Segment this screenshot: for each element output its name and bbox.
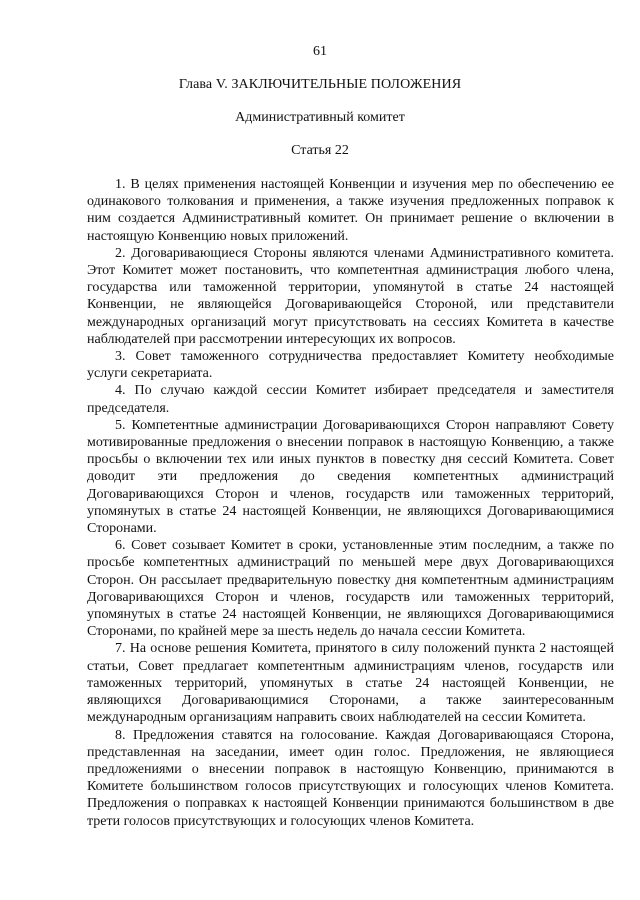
paragraph-4: 4. По случаю каждой сессии Комитет избирает председателя и заместителя председателя.: [87, 383, 614, 416]
page-number: 61: [313, 44, 327, 59]
paragraph-2: 2. Договаривающиеся Стороны являются членами Административного комитета. Этот Комитет может постановить, что компетентная администрация любого члена, государства или таможенной территории, упомянутой в статье 24 настоящей Конвенции, не являющейся Договаривающейся Стороной, или представители международных организаций могут присутствовать на сессиях Комитета в качестве наблюдателей при рассмотрении интересующих их вопросов.: [87, 245, 614, 347]
paragraph-1: 1. В целях применения настоящей Конвенции и изучения мер по обеспечению ее одинакового толкования и применения, а также изучения предложенных поправок к ним создается Административный комитет. Он принимает решение о включении в настоящую Конвенцию новых приложений.: [87, 177, 614, 244]
paragraph-3: 3. Совет таможенного сотрудничества предоставляет Комитету необходимые услуги секретариата.: [87, 349, 614, 382]
paragraph-8: 8. Предложения ставятся на голосование. Каждая Договаривающаяся Сторона, представленная на заседании, имеет один голос. Предложения, не являющиеся предложениями о внесении поправок в настоящую Конвенцию, принимаются в Комитете большинством голосов присутствующих и голосующих членов Комитета. Предложения о поправках к настоящей Конвенции принимаются большинством в две трети голосов присутствующих и голосующих членов Комитета.: [87, 727, 614, 829]
article-body: [87, 176, 614, 830]
article-title: Статья 22: [291, 143, 349, 158]
paragraph-6: 6. Совет созывает Комитет в сроки, установленные этим последним, а также по просьбе компетентных администраций по меньшей мере двух Договаривающихся Сторон. Он рассылает предварительную повестку дня компетентным администрациям Договаривающихся Сторон и членов, государств или таможенных территорий, упомянутых в статье 24 настоящей Конвенции, не являющихся Договаривающимися Сторонами, по крайней мере за шесть недель до начала сессии Комитета.: [87, 538, 614, 640]
paragraph-5: 5. Компетентные администрации Договаривающихся Сторон направляют Совету мотивированные предложения о внесении поправок в настоящую Конвенцию, а также просьбы о включении тех или иных пунктов в повестку дня сессий Комитета. Совет доводит эти предложения до сведения компетентных администраций Договаривающихся Сторон и членов, государств или таможенных территорий, упомянутых в статье 24 настоящей Конвенции, не являющихся Договаривающимися Сторонами.: [87, 417, 614, 537]
paragraph-7: 7. На основе решения Комитета, принятого в силу положений пункта 2 настоящей статьи, Совет предлагает компетентным администрациям членов, государств или таможенных территорий, упомянутых в статье 24 настоящей Конвенции, не являющихся Договаривающимися Сторонами, а также заинтересованным международным организациям направить своих наблюдателей на сессии Комитета.: [87, 641, 614, 726]
chapter-title: Глава V. ЗАКЛЮЧИТЕЛЬНЫЕ ПОЛОЖЕНИЯ: [178, 77, 462, 92]
section-title: Административный комитет: [235, 110, 405, 125]
